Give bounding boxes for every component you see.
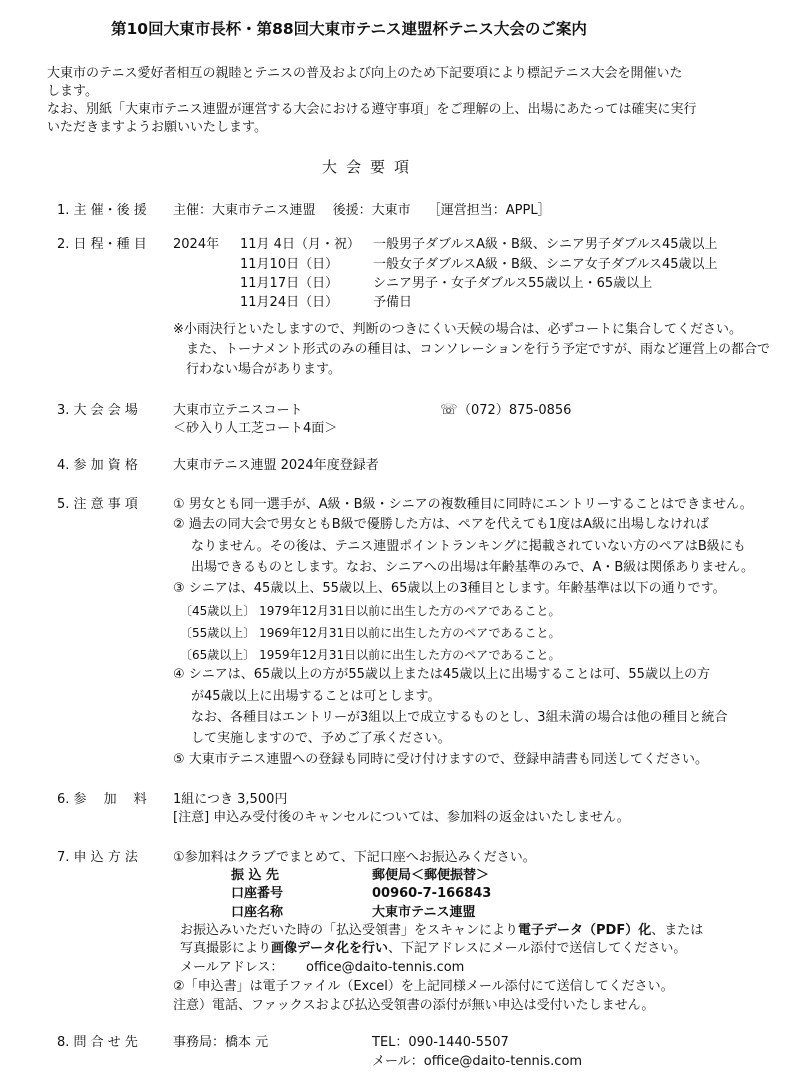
contact-office: 事務局：橋本 元	[173, 1035, 269, 1050]
venue-name: 大東市立テニスコート	[173, 403, 303, 418]
notes-line: ② 過去の同大会で男女ともB級で優勝した方は、ペアを代えても1度はA級に出場しなければ	[173, 517, 709, 532]
venue-phone: （072）875-0856	[458, 403, 572, 418]
eligibility-text: 大東市テニス連盟 2024年度登録者	[173, 458, 379, 473]
schedule-date: 11月 4日（月・祝）	[240, 237, 360, 252]
section-label-fee: 6. 参 加 料	[57, 792, 147, 807]
schedule-note: 行わない場合があります。	[186, 362, 341, 377]
scan-instruction	[180, 924, 703, 937]
notes-line: ① 男女とも同一選手が、A級・B級・シニアの複数種目に同時にエントリーすることはできません。	[173, 497, 753, 512]
application-step1: ①参加料はクラブでまとめて、下記口座へお振込みください。	[173, 850, 536, 865]
intro-line: 大東市のテニス愛好者相互の親睦とテニスの普及および向上のため下記要項により標記テニス大会を開催いた	[47, 66, 683, 81]
bank-key: 振 込 先	[231, 868, 280, 883]
schedule-date: 11月17日（日）	[240, 276, 339, 291]
mail-label: メールアドレス：	[180, 960, 284, 975]
section-label-application: 7. 申 込 方 法	[57, 850, 138, 865]
page-title: 第10回大東市長杯・第88回大東市テニス連盟杯テニス大会のご案内	[111, 20, 587, 38]
schedule-event: 予備日	[373, 295, 413, 310]
section-label-contact: 8. 問 合 せ 先	[57, 1035, 138, 1050]
intro-line: なお、別紙「大東市テニス連盟が運営する大会における遵守事項」をご理解の上、出場にあたっては確実に実行	[47, 102, 697, 117]
bank-key: 口座名称	[231, 905, 284, 920]
notes-age-rule: 〔65歳以上〕 1959年12月31日以前に出生した方のペアであること。	[180, 648, 561, 662]
notes-age-rule: 〔45歳以上〕 1979年12月31日以前に出生した方のペアであること。	[180, 604, 561, 618]
section-label-schedule: 2. 日 程・種 目	[57, 237, 147, 252]
section-heading: 大会要項	[322, 158, 419, 176]
notes-line: なりません。その後は、テニス連盟ポイントランキングに掲載されていない方のペアはB級にも	[191, 539, 746, 554]
section-label-organizer: 1. 主 催・後 援	[57, 203, 147, 218]
mail-address: office@daito-tennis.com	[306, 960, 465, 975]
schedule-note: また、トーナメント形式のみの種目は、コンソレーションを行う予定ですが、雨など運営上の都合で	[186, 342, 770, 357]
venue-sub: ＜砂入り人工芝コート4面＞	[173, 421, 338, 436]
phone-icon: ☏	[440, 402, 458, 418]
schedule-event: 一般男子ダブルスA級・B級、シニア男子ダブルス45歳以上	[373, 237, 718, 252]
application-step2: ②「申込書」は電子ファイル（Excel）を上記同様メール添付にて送信してください。	[173, 979, 674, 994]
scan-instruction	[180, 942, 686, 955]
fee-amount: 1組につき 3,500円	[173, 792, 288, 807]
schedule-note: ※小雨決行といたしますので、判断のつきにくい天候の場合は、必ずコートに集合してください。	[173, 322, 742, 337]
notes-line: ⑤ 大東市テニス連盟への登録も同時に受け付けますので、登録申請書も同送してください。	[173, 752, 709, 767]
intro-line: いただきますようお願いいたします。	[47, 120, 267, 135]
contact-tel: TEL：090-1440-5507	[372, 1035, 509, 1050]
notes-line: が45歳以上に出場することは可とします。	[191, 689, 441, 704]
bank-value: 大東市テニス連盟	[372, 905, 476, 920]
section-label-venue: 3. 大 会 会 場	[57, 403, 138, 418]
bank-value: 00960-7-166843	[372, 886, 492, 901]
schedule-date: 11月24日（日）	[240, 295, 339, 310]
fee-note: [注意] 申込み受付後のキャンセルについては、参加料の返金はいたしません。	[173, 810, 630, 825]
notes-line: 出場できるものとします。なお、シニアへの出場は年齢基準のみで、A・B級は関係ありません。	[191, 560, 755, 575]
schedule-year: 2024年	[173, 237, 220, 252]
notes-line: ③ シニアは、45歳以上、55歳以上、65歳以上の3種目とします。年齢基準は以下の通りです。	[173, 581, 726, 596]
application-caution: 注意）電話、ファックスおよび払込受領書の添付が無い申込は受付いたしません。	[173, 998, 655, 1013]
schedule-event: シニア男子・女子ダブルス55歳以上・65歳以上	[373, 276, 653, 291]
scan-emphasis: 画像データ化を行い	[271, 941, 389, 956]
contact-mail: メール：office@daito-tennis.com	[372, 1054, 583, 1069]
bank-key: 口座番号	[231, 886, 284, 901]
scan-text: 、下記アドレスにメール添付で送信してください。	[388, 941, 687, 956]
schedule-date: 11月10日（日）	[240, 257, 339, 272]
notes-line: ④ シニアは、65歳以上の方が55歳以上または45歳以上に出場することは可、55歳以上の方	[173, 667, 710, 682]
notes-line: なお、各種目はエントリーが3組以上で成立するものとし、3組未満の場合は他の種目と統合	[191, 710, 728, 725]
section-label-notes: 5. 注 意 事 項	[57, 497, 138, 512]
scan-text: 、または	[651, 923, 704, 938]
organizer-text: 主催：大東市テニス連盟 後援：大東市 ［運営担当：APPL］	[173, 203, 551, 218]
intro-line: します。	[47, 84, 98, 99]
scan-text: 写真撮影により	[180, 941, 272, 956]
section-label-eligibility: 4. 参 加 資 格	[57, 458, 138, 473]
scan-text: お振込みいただいた時の「払込受領書」をスキャンにより	[180, 923, 519, 938]
notes-line: して実施しますので、予めご了承ください。	[191, 731, 451, 746]
bank-value: 郵便局＜郵便振替＞	[372, 868, 490, 883]
notes-age-rule: 〔55歳以上〕 1969年12月31日以前に出生した方のペアであること。	[180, 626, 561, 640]
schedule-event: 一般女子ダブルスA級・B級、シニア女子ダブルス45歳以上	[373, 257, 718, 272]
scan-emphasis: 電子データ（PDF）化	[518, 923, 652, 938]
